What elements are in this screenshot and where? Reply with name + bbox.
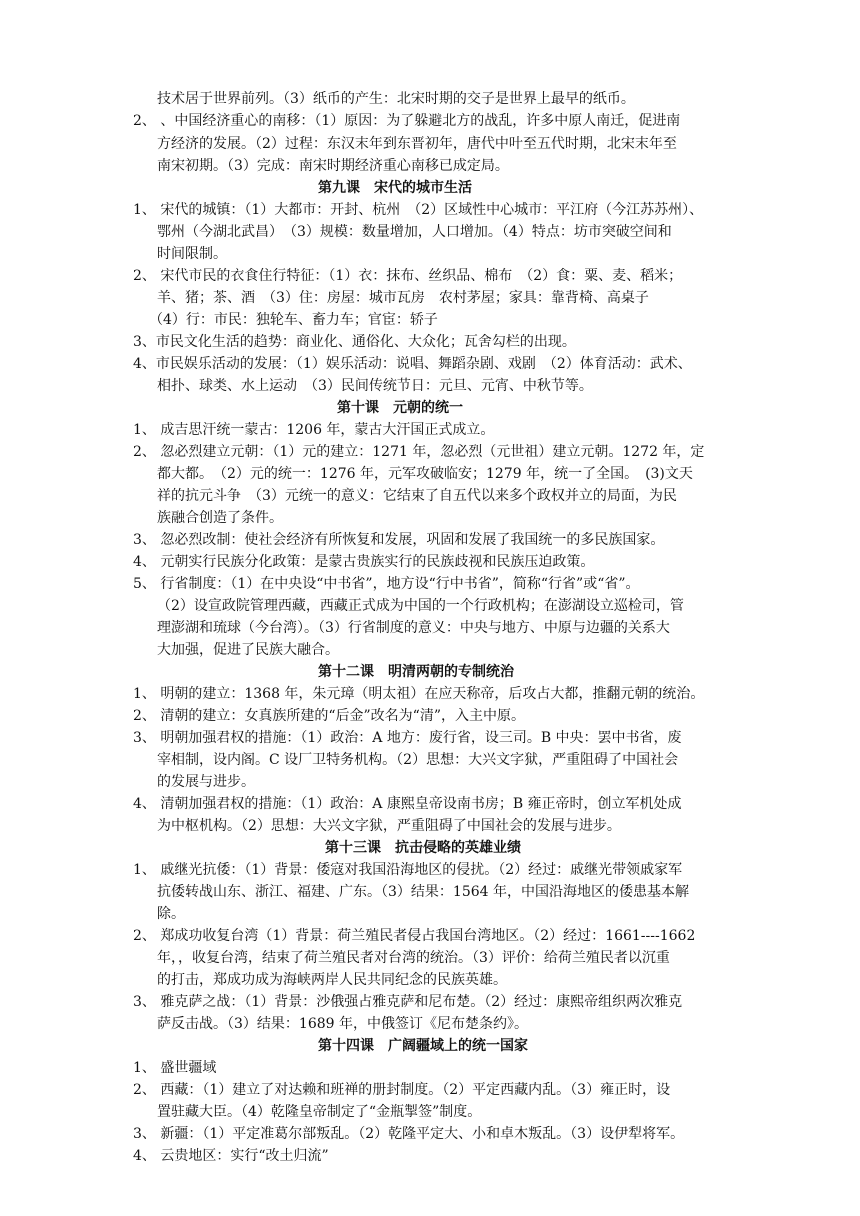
text-line: 祥的抗元斗争 （3）元统一的意义：它结束了自五代以来多个政权并立的局面，为民 <box>157 488 677 504</box>
text-line: 年，，收复台湾，结束了荷兰殖民者对台湾的统治。（3）评价：给荷兰殖民者以沉重 <box>157 950 670 966</box>
text-line: 技术居于世界前列。（3）纸币的产生：北宋时期的交子是世界上最早的纸币。 <box>157 91 635 107</box>
text-line: 的打击，郑成功成为海峡两岸人民共同纪念的民族英雄。 <box>157 972 507 988</box>
text-line: 1、 宋代的城镇：（1）大都市：开封、杭州 （2）区域性中心城市：平江府（今江苏苏州）、 <box>133 202 704 218</box>
text-line: 2、 宋代市民的衣食住行特征：（1）衣：抹布、丝织品、棉布 （2）食：粟、麦、稻米； <box>133 268 683 284</box>
text-line: （4）行：市民：独轮车、畜力车；官宦：轿子 <box>149 312 438 328</box>
text-line: 1、 成吉思汗统一蒙古：1206 年，蒙古大汗国正式成立。 <box>133 422 495 438</box>
text-line: 为中枢机构。（2）思想：大兴文字狱，严重阻碍了中国社会的发展与进步。 <box>157 818 621 834</box>
text-line: 2、 西藏：（1）建立了对达赖和班禅的册封制度。（2）平定西藏内乱。（3）雍正时，设 <box>133 1082 671 1098</box>
text-line: 3、 忽必烈改制：使社会经济有所恢复和发展，巩固和发展了我国统一的多民族国家。 <box>133 532 665 548</box>
lesson-heading: 第十二课 明清两朝的专制统治 <box>318 664 514 680</box>
lesson-heading: 第十三课 抗击侵略的英雄业绩 <box>325 840 521 856</box>
text-line: 4、 云贵地区：实行“改土归流” <box>133 1148 329 1164</box>
text-line: 3、 明朝加强君权的措施：（1）政治：A 地方：废行省，设三司。B 中央：罢中书省，废 <box>133 730 682 746</box>
text-line: 羊、猪；茶、酒 （3）住：房屋：城市瓦房 农村茅屋；家具：靠背椅、高桌子 <box>157 290 649 306</box>
text-line: 都大都。 （2）元的统一：1276 年，元军攻破临安；1279 年，统一了全国。 (3)文天 <box>157 466 693 482</box>
text-line: 除。 <box>157 906 185 922</box>
lesson-heading: 第九课 宋代的城市生活 <box>318 180 472 196</box>
text-line: 置驻藏大臣。（4）乾隆皇帝制定了“金瓶掣签”制度。 <box>157 1104 482 1120</box>
text-line: 3、 雅克萨之战：（1）背景：沙俄强占雅克萨和尼布楚。（2）经过：康熙帝组织两次雅克 <box>133 994 683 1010</box>
text-line: 萨反击战。（3）结果：1689 年，中俄签订《尼布楚条约》。 <box>157 1016 528 1032</box>
text-line: 2、 清朝的建立：女真族所建的“后金”改名为“清”，入主中原。 <box>133 708 525 724</box>
text-line: 理澎湖和琉球（今台湾）。（3）行省制度的意义：中央与地方、中原与边疆的关系大 <box>157 620 670 636</box>
text-line: 1、 明朝的建立：1368 年，朱元璋（明太祖）在应天称帝，后攻占大都，推翻元朝的统治。 <box>133 686 705 702</box>
text-line: 2、 、中国经济重心的南移：（1）原因：为了躲避北方的战乱，许多中原人南迁，促进南 <box>133 113 681 129</box>
text-line: （2）设宣政院管理西藏，西藏正式成为中国的一个行政机构；在澎湖设立巡检司，管 <box>157 598 684 614</box>
text-line: 南宋初期。（3）完成：南宋时期经济重心南移已成定局。 <box>157 158 509 174</box>
text-line: 2、 忽必烈建立元朝：（1）元的建立：1271 年，忽必烈（元世祖）建立元朝。1272 年，定 <box>133 444 705 460</box>
text-line: 5、 行省制度：（1）在中央设“中书省”，地方设“行中书省”，简称“行省”或“省”。 <box>133 576 640 592</box>
text-line: 鄂州（今湖北武昌） （3）规模：数量增加，人口增加。（4）特点：坊市突破空间和 <box>157 224 672 240</box>
text-line: 4、市民娱乐活动的发展：（1）娱乐活动：说唱、舞蹈杂剧、戏剧 （2）体育活动：武术、 <box>133 356 692 372</box>
text-line: 宰相制，设内阁。C 设厂卫特务机构。（2）思想：大兴文字狱，严重阻碍了中国社会 <box>157 752 679 768</box>
text-line: 方经济的发展。（2）过程：东汉末年到东晋初年，唐代中叶至五代时期，北宋末年至 <box>157 136 677 152</box>
text-line: 3、市民文化生活的趋势：商业化、通俗化、大众化；瓦舍勾栏的出现。 <box>133 334 576 350</box>
text-line: 1、 戚继光抗倭：（1）背景：倭寇对我国沿海地区的侵扰。（2）经过：戚继光带领戚家军 <box>133 862 683 878</box>
lesson-heading: 第十四课 广阔疆域上的统一国家 <box>318 1038 528 1054</box>
text-line: 4、 元朝实行民族分化政策：是蒙古贵族实行的民族歧视和民族压迫政策。 <box>133 554 595 570</box>
lesson-heading: 第十课 元朝的统一 <box>337 400 463 416</box>
text-line: 时间限制。 <box>157 246 227 262</box>
text-line: 的发展与进步。 <box>157 774 255 790</box>
text-line: 1、 盛世疆域 <box>133 1060 217 1076</box>
text-line: 大加强，促进了民族大融合。 <box>157 642 339 658</box>
text-line: 3、 新疆：（1）平定准葛尔部叛乱。（2）乾隆平定大、小和卓木叛乱。（3）设伊犁将军。 <box>133 1126 685 1142</box>
text-line: 族融合创造了条件。 <box>157 510 283 526</box>
text-line: 相扑、球类、水上运动 （3）民间传统节日：元旦、元宵、中秋节等。 <box>157 378 593 394</box>
text-line: 抗倭转战山东、浙江、福建、广东。（3）结果：1564 年，中国沿海地区的倭患基本解 <box>157 884 689 900</box>
text-line: 4、 清朝加强君权的措施：（1）政治：A 康熙皇帝设南书房；B 雍正帝时，创立军机处成 <box>133 796 682 812</box>
text-line: 2、 郑成功收复台湾（1）背景：荷兰殖民者侵占我国台湾地区。（2）经过：1661----1662 <box>133 928 696 944</box>
